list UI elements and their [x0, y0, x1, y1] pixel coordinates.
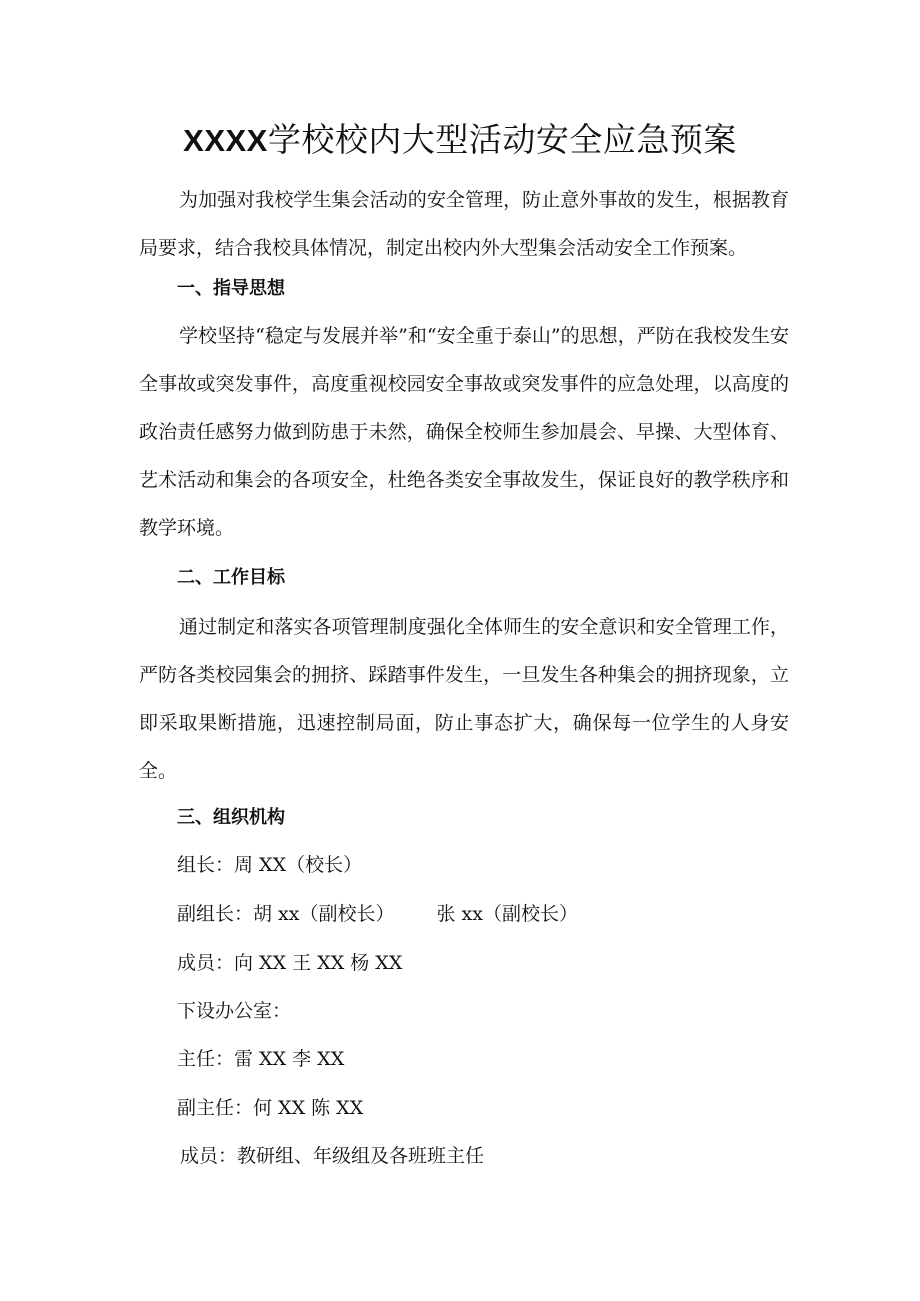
document-title — [0, 115, 920, 166]
title-school-name: XXXX — [183, 123, 268, 158]
section-heading-work-goals: 二、工作目标 — [177, 567, 285, 588]
org-vice-director-line: 副主任：何 XX 陈 XX — [177, 1097, 364, 1119]
section-heading-guiding-ideology: 一、指导思想 — [177, 278, 285, 299]
org-deputy-1: 副组长：胡 xx（副校长） — [177, 903, 395, 925]
intro-paragraph: 为加强对我校学生集会活动的安全管理，防止意外事故的发生，根据教育局要求，结合我校具体情况，制定出校内外大型集会活动安全工作预案。 — [139, 189, 789, 259]
title-text: 学校校内大型活动安全应急预案 — [267, 120, 737, 159]
org-office-members-line: 成员：教研组、年级组及各班班主任 — [180, 1145, 485, 1167]
org-office-line: 下设办公室： — [177, 1000, 292, 1022]
org-deputy-2: 张 xx（副校长） — [436, 903, 578, 925]
org-members-line: 成员：向 XX 王 XX 杨 XX — [177, 952, 403, 974]
org-leader-line: 组长：周 XX（校长） — [177, 854, 363, 876]
section-heading-organization: 三、组织机构 — [177, 807, 285, 828]
guiding-ideology-paragraph: 学校坚持“稳定与发展并举”和“安全重于泰山”的思想，严防在我校发生安全事故或突发事件，高度重视校园安全事故或突发事件的应急处理，以高度的政治责任感努力做到防患于未然，确保全校师生参加晨会、早操、大型体育、艺术活动和集会的各项安全，杜绝各类安全事故发生，保证良好的教学秩序和教学环境。 — [139, 325, 789, 539]
org-deputy-line — [177, 899, 578, 929]
work-goals-paragraph: 通过制定和落实各项管理制度强化全体师生的安全意识和安全管理工作，严防各类校园集会的拥挤、踩踏事件发生，一旦发生各种集会的拥挤现象，立即采取果断措施，迅速控制局面，防止事态扩大，确保每一位学生的人身安全。 — [139, 616, 789, 782]
org-director-line: 主任：雷 XX 李 XX — [177, 1048, 345, 1070]
